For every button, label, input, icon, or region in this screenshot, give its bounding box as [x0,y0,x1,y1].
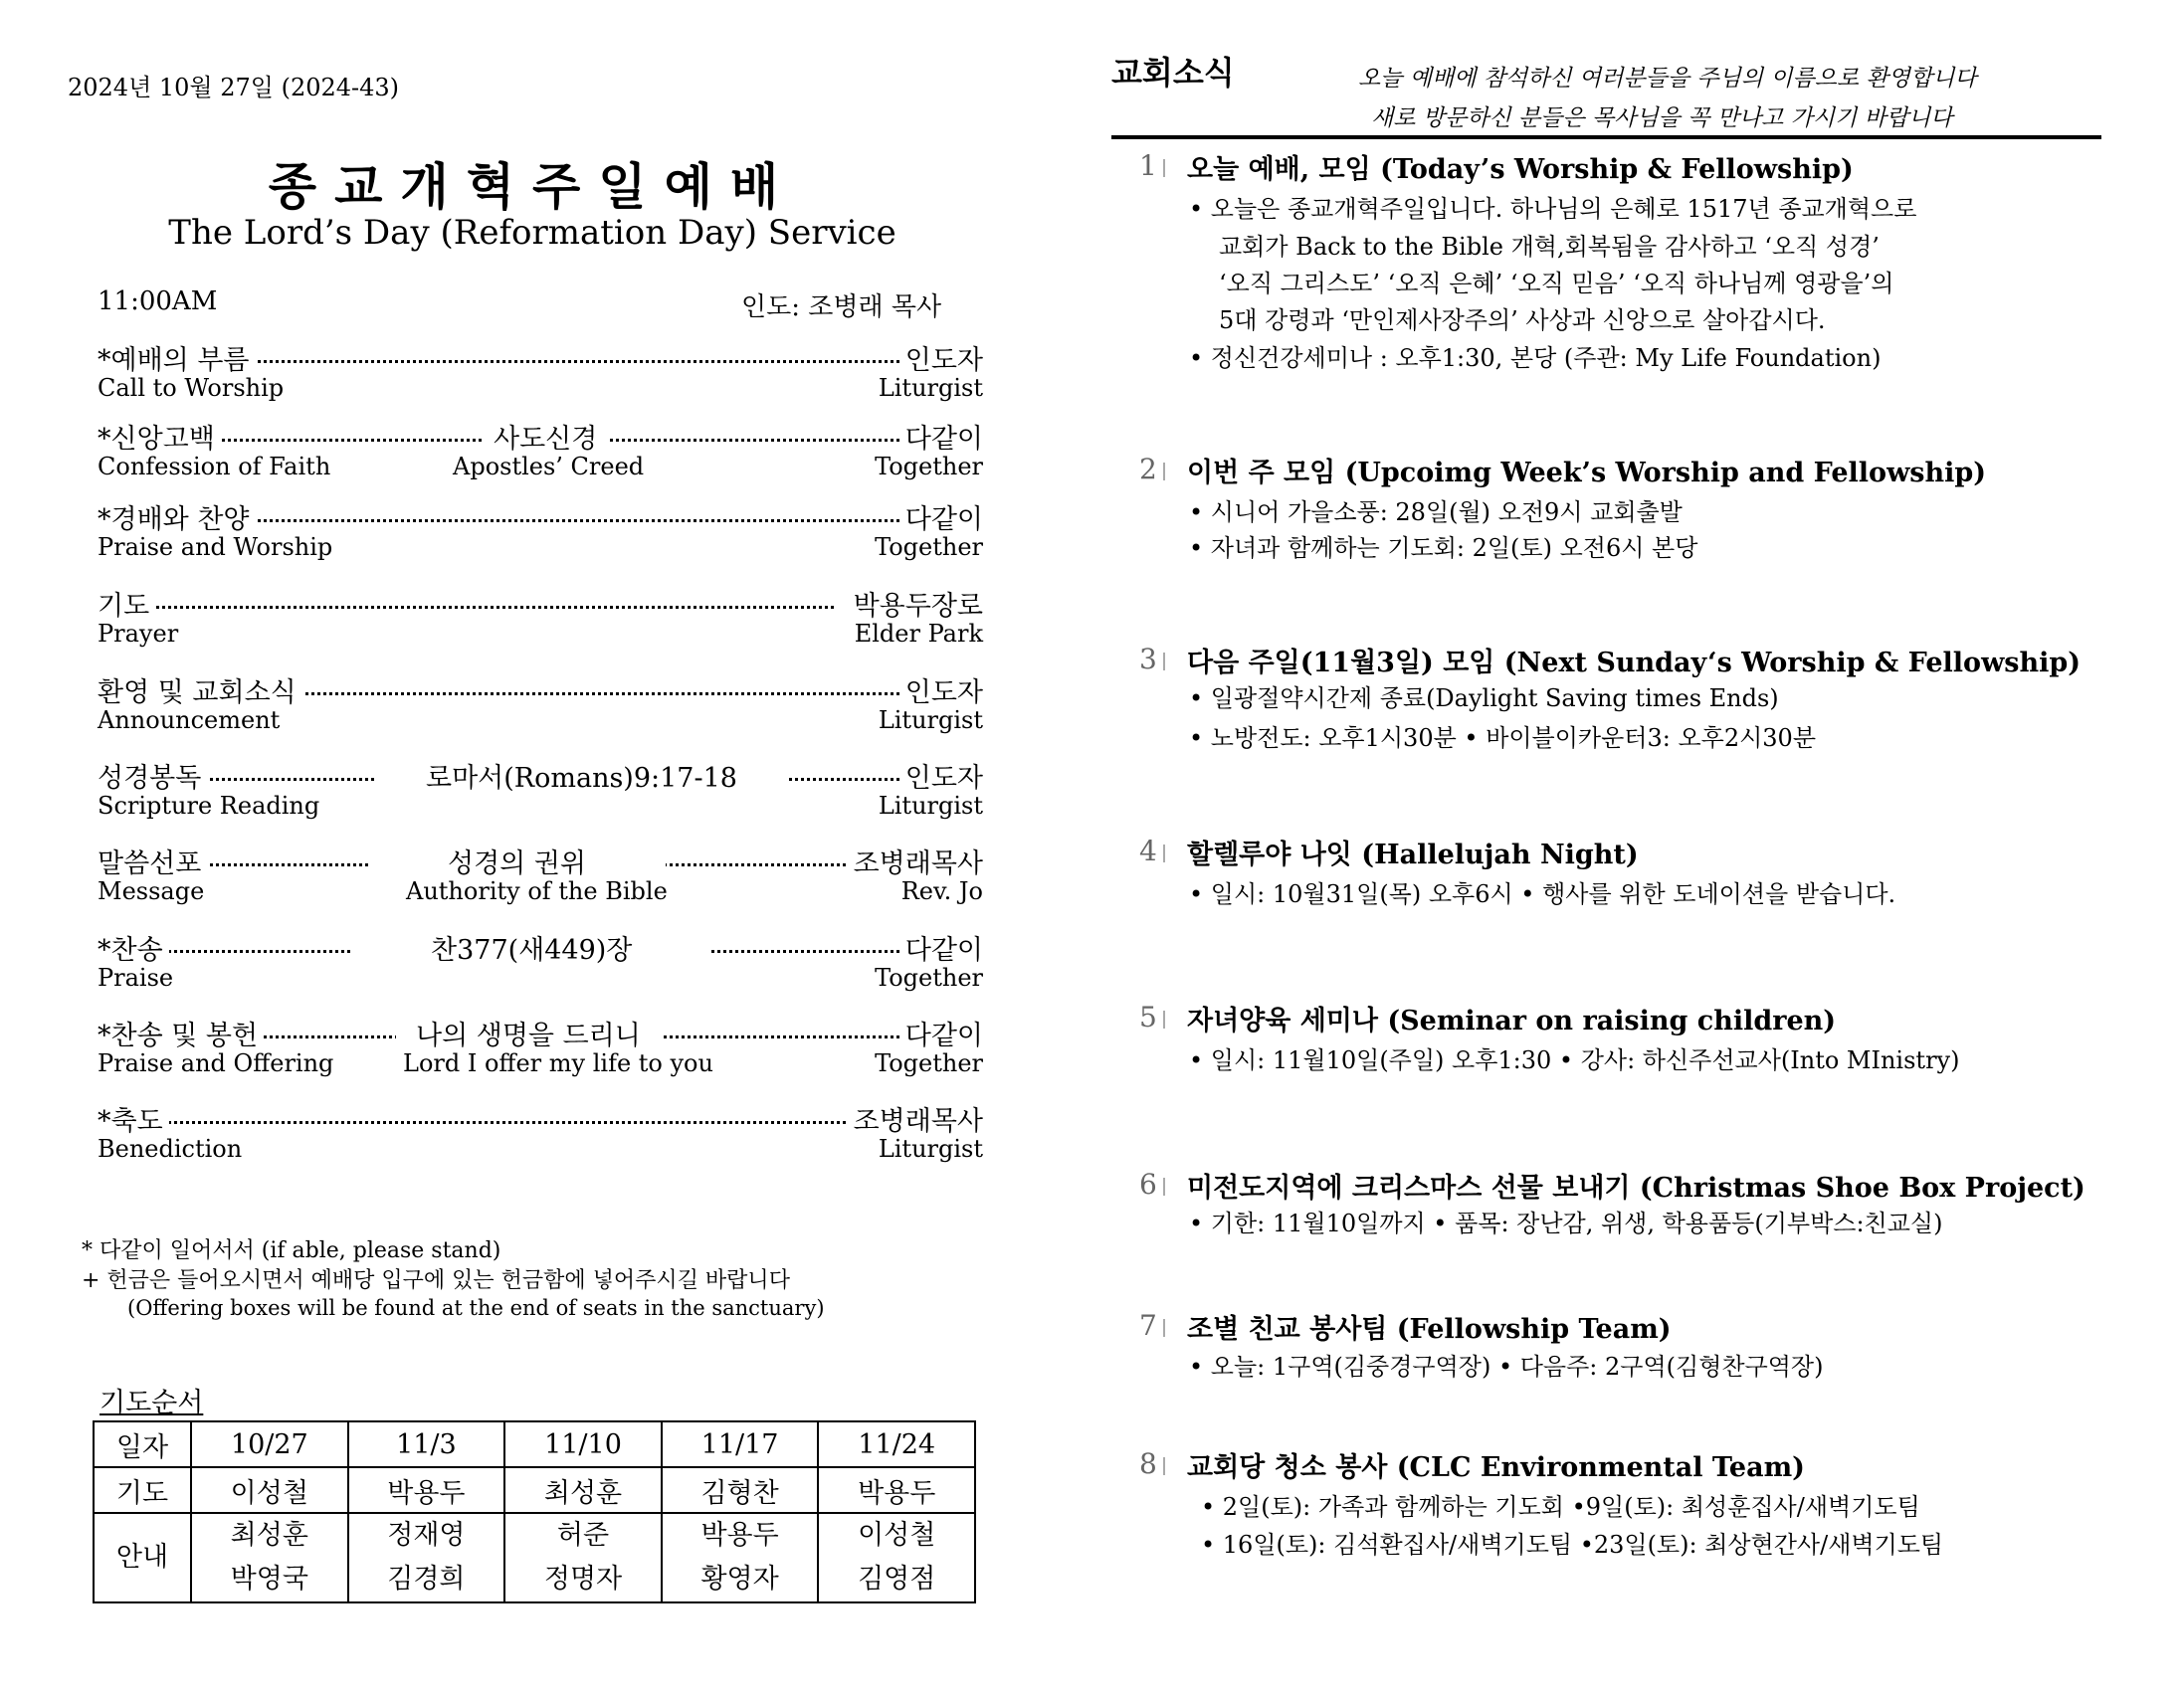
order-item-title: *축도 [98,1099,169,1138]
order-item-leader: 조병래목사 [848,842,983,880]
table-header-row [94,1421,975,1467]
prayer-schedule-title: 기도순서 [99,1388,204,1418]
order-item-title: 성경봉독 [98,756,207,795]
offering-note-english: (Offering boxes will be found at the end of seats in the sanctuary) [127,1296,825,1320]
guide-name: 최성훈 [230,1520,308,1551]
news-title: 교회소식 [1111,54,1235,92]
order-item-praise-and-worship [98,497,983,567]
order-item-title: 환영 및 교회소식 [98,670,302,709]
section-line: • 2일(토): 가족과 함께하는 기도회 •9일(토): 최성훈집사/새벽기도팀 [1201,1493,1920,1521]
order-item-title-en: Announcement [98,706,281,734]
section-line: 교회가 Back to the Bible 개혁,회복됨을 감사하고 ‘오직 성경’ [1219,233,1880,261]
order-item-detail: 로마서(Romans)9:17-18 [376,756,787,795]
order-item-leader: 인도자 [899,756,983,795]
guide-name: 김경희 [387,1564,466,1595]
order-item-title-en: Prayer [98,620,179,648]
table-cell: 이성철 [191,1467,348,1513]
order-item-title: *경배와 찬양 [98,497,256,536]
guide-name: 김영점 [858,1564,936,1595]
order-item-title-en: Confession of Faith [98,453,331,480]
prayer-schedule-table [93,1420,976,1603]
table-cell: 박용두 [818,1467,975,1513]
order-item-title: *신앙고백 [98,417,221,456]
section-line: • 노방전도: 오후1시30분 • 바이블이카운터3: 오후2시30분 [1189,724,1817,752]
order-item-leader: 조병래목사 [848,1099,983,1138]
order-item-detail: 성경의 권위 [368,842,666,880]
guide-name: 허준 [556,1520,610,1551]
section-number: 3 [1139,643,1165,675]
section-number: 7 [1139,1309,1165,1342]
order-item-scripture-reading [98,756,983,826]
section-line: • 오늘: 1구역(김중경구역장) • 다음주: 2구역(김형찬구역장) [1189,1353,1824,1381]
section-number: 4 [1139,835,1165,867]
section-heading: 다음 주일(11월3일) 모임 (Next Sunday‘s Worship & Fellowship) [1187,648,2082,678]
order-item-benediction [98,1099,983,1169]
stand-note: * 다같이 일어서서 (if able, please stand) [82,1238,501,1263]
section-line: • 오늘은 종교개혁주일입니다. 하나님의 은혜로 1517년 종교개혁으로 [1189,195,1917,223]
order-item-leader-en: Elder Park [854,620,983,648]
section-number: 2 [1139,453,1165,485]
section-line: • 자녀과 함께하는 기도회: 2일(토) 오전6시 본당 [1189,534,1698,562]
order-item-leader: 다같이 [899,497,983,536]
table-cell [348,1513,505,1602]
order-item-prayer [98,584,983,654]
section-line: • 정신건강세미나 : 오후1:30, 본당 (주관: My Life Foundation) [1189,344,1882,372]
order-item-call-to-worship [98,338,983,408]
table-cell: 박용두 [348,1467,505,1513]
guide-name: 정재영 [387,1520,466,1551]
order-item-leader: 인도자 [899,338,983,377]
order-item-detail: 찬377(새449)장 [351,928,711,967]
table-cell: 11/10 [504,1421,662,1467]
section-number: 1 [1139,149,1165,182]
order-item-leader: 인도자 [899,670,983,709]
section-line: • 16일(토): 김석환집사/새벽기도팀 •23일(토): 최상현간사/새벽기도팀 [1201,1531,1944,1559]
section-heading: 자녀양육 세미나 (Seminar on raising children) [1187,1006,1837,1036]
order-item-leader-en: Together [875,533,983,561]
order-item-title: 기도 [98,584,155,623]
order-item-leader: 박용두장로 [848,584,983,623]
visitor-message: 새로 방문하신 분들은 목사님을 꼭 만나고 가시기 바랍니다 [1371,105,1953,131]
section-line: • 기한: 11월10일까지 • 품목: 장난감, 위생, 학용품등(기부박스:친교실) [1189,1210,1943,1237]
order-item-title-en: Praise [98,964,174,992]
table-cell [191,1513,348,1602]
table-cell: 기도 [94,1467,191,1513]
section-line: • 시니어 가을소풍: 28일(월) 오전9시 교회출발 [1189,498,1683,526]
order-item-leader: 다같이 [899,1014,983,1052]
order-item-title: *예배의 부름 [98,338,256,377]
offering-note: + 헌금은 들어오시면서 예배당 입구에 있는 헌금함에 넣어주시길 바랍니다 [82,1268,790,1293]
service-title-korean: 종교개혁주일예배 [268,157,797,216]
order-item-title-en: Benediction [98,1135,243,1163]
table-row [94,1513,975,1602]
order-item-detail-en: Lord I offer my life to you [403,1049,713,1077]
table-cell [504,1513,662,1602]
guide-name: 박용두 [700,1520,779,1551]
order-item-title-en: Praise and Offering [98,1049,334,1077]
section-number: 6 [1139,1168,1165,1201]
order-item-leader-en: Together [875,1049,983,1077]
guide-name: 정명자 [543,1564,623,1595]
service-time: 11:00AM [98,286,218,316]
order-item-detail: 사도신경 [484,417,607,456]
section-number: 5 [1139,1001,1165,1033]
order-item-leader-en: Together [875,453,983,480]
table-cell: 11/17 [662,1421,819,1467]
section-line: • 일시: 10월31일(목) 오후6시 • 행사를 위한 도네이션을 받습니다. [1189,880,1896,908]
order-item-leader: 다같이 [899,928,983,967]
section-heading: 이번 주 모임 (Upcoimg Week’s Worship and Fellowship) [1187,458,1987,488]
table-cell: 김형찬 [662,1467,819,1513]
order-item-praise [98,928,983,998]
table-cell: 11/3 [348,1421,505,1467]
order-item-title: *찬송 및 봉헌 [98,1014,264,1052]
order-item-title-en: Praise and Worship [98,533,333,561]
table-cell: 최성훈 [504,1467,662,1513]
order-item-detail-en: Authority of the Bible [406,877,668,905]
order-item-title: 말씀선포 [98,842,207,880]
order-item-leader-en: Liturgist [878,792,983,820]
table-cell [818,1513,975,1602]
order-item-leader-en: Rev. Jo [900,877,983,905]
order-item-announcement [98,670,983,740]
table-cell: 11/24 [818,1421,975,1467]
section-heading: 오늘 예배, 모임 (Today’s Worship & Fellowship) [1187,154,1854,185]
section-line: 5대 강령과 ‘만인제사장주의’ 사상과 신앙으로 살아갑시다. [1219,306,1826,334]
order-item-leader: 다같이 [899,417,983,456]
table-row [94,1467,975,1513]
order-item-leader-en: Liturgist [878,374,983,402]
section-number: 8 [1139,1447,1165,1480]
order-item-title-en: Message [98,877,205,905]
section-heading: 할렐루야 나잇 (Hallelujah Night) [1187,840,1639,870]
table-cell: 10/27 [191,1421,348,1467]
service-leader: 인도: 조병래 목사 [741,292,942,322]
section-heading: 조별 친교 봉사팀 (Fellowship Team) [1187,1314,1672,1345]
section-line: • 일시: 11월10일(주일) 오후1:30 • 강사: 하신주선교사(Into MInistry) [1189,1046,1960,1074]
news-divider [1111,135,2101,139]
guide-name: 황영자 [700,1564,779,1595]
guide-name: 이성철 [858,1520,936,1551]
order-item-title-en: Call to Worship [98,374,285,402]
section-line: ‘오직 그리스도’ ‘오직 은혜’ ‘오직 믿음’ ‘오직 하나님께 영광을’의 [1219,270,1894,297]
table-cell: 안내 [94,1513,191,1602]
order-item-leader-en: Together [875,964,983,992]
table-cell [662,1513,819,1602]
guide-name: 박영국 [230,1564,308,1595]
section-heading: 미전도지역에 크리스마스 선물 보내기 (Christmas Shoe Box Project) [1187,1173,2085,1204]
order-item-title: *찬송 [98,928,169,967]
bulletin-date: 2024년 10월 27일 (2024-43) [68,74,400,101]
order-item-title-en: Scripture Reading [98,792,320,820]
order-item-detail-en: Apostles’ Creed [453,453,645,480]
section-heading: 교회당 청소 봉사 (CLC Environmental Team) [1187,1452,1805,1483]
section-line: • 일광절약시간제 종료(Daylight Saving times Ends) [1189,684,1779,712]
order-item-leader-en: Liturgist [878,1135,983,1163]
order-item-message [98,842,983,911]
order-item-leader-en: Liturgist [878,706,983,734]
welcome-message: 오늘 예배에 참석하신 여러분들을 주님의 이름으로 환영합니다 [1358,66,1977,92]
order-item-praise-and-offering [98,1014,983,1083]
table-cell: 일자 [94,1421,191,1467]
order-item-confession-of-faith [98,417,983,486]
order-item-detail: 나의 생명을 드리니 [396,1014,661,1052]
service-title-english: The Lord’s Day (Reformation Day) Service [168,213,896,253]
